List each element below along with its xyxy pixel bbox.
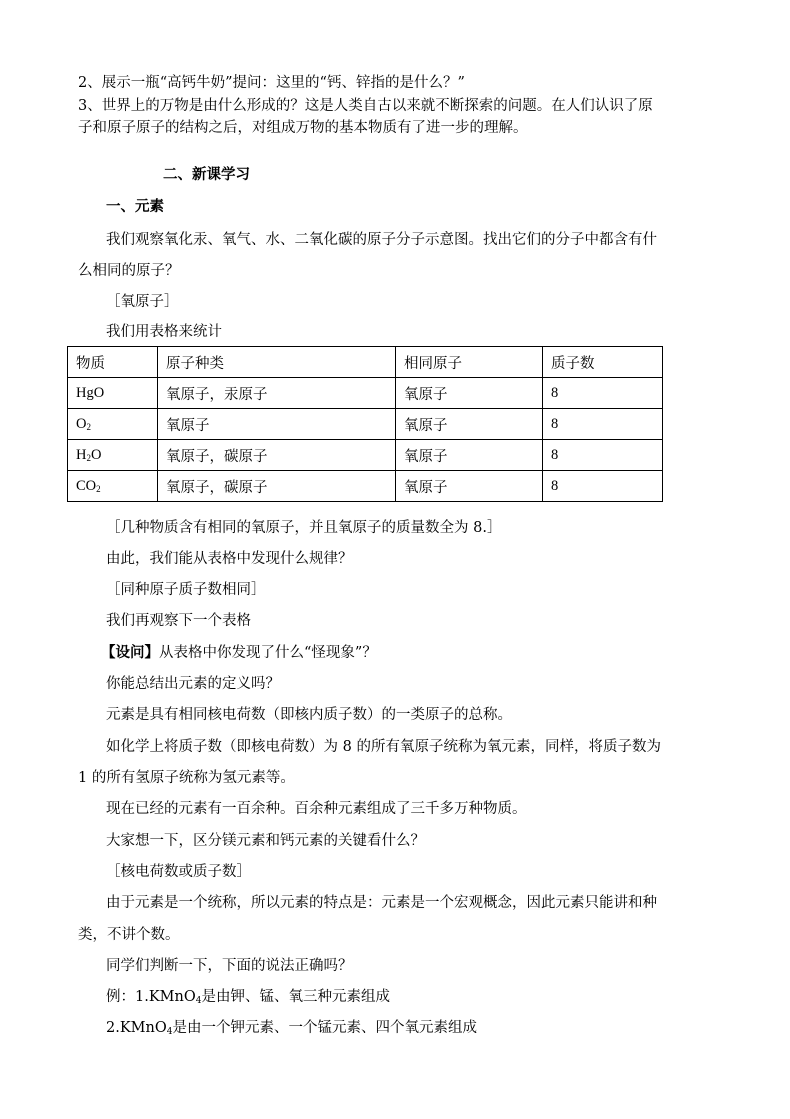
table-row bbox=[68, 409, 663, 440]
element-definition: 元素是具有相同核电荷数（即核内质子数）的一类原子的总称。 bbox=[106, 707, 512, 723]
question-definition: 你能总结出元素的定义吗？ bbox=[106, 676, 280, 692]
table-cell-protons: 8 bbox=[543, 471, 663, 502]
formula-main: H bbox=[76, 446, 87, 463]
formula-main: HgO bbox=[76, 384, 105, 401]
observe-text-a: 我们观察氧化汞、氧气、水、二氧化碳的原子分子示意图。找出它们的分子中都含有什 bbox=[106, 232, 657, 248]
table-cell-protons: 8 bbox=[543, 409, 663, 440]
section-heading: 二、新课学习 bbox=[163, 166, 250, 183]
element-count-text: 现在已经的元素有一百余种。百余种元素组成了三千多万种物质。 bbox=[106, 801, 527, 817]
note-oxygen-mass: ［几种物质含有相同的氧原子，并且氧原子的质量数全为 8.］ bbox=[106, 520, 502, 536]
answer-oxygen: ［氧原子］ bbox=[106, 294, 179, 310]
formula-subscript: 2 bbox=[86, 452, 91, 463]
table-cell-substance bbox=[68, 409, 158, 440]
example-text-a: 如化学上将质子数（即核电荷数）为 8 的所有氧原子统称为氧元素，同样，将质子数为 bbox=[106, 739, 661, 755]
table-header-atom-types: 原子种类 bbox=[158, 347, 396, 378]
question-key: 大家想一下，区分镁元素和钙元素的关键看什么？ bbox=[106, 833, 425, 849]
question-line bbox=[101, 643, 377, 663]
feature-text-a: 由于元素是一个统称，所以元素的特点是：元素是一个宏观概念，因此元素只能讲和种 bbox=[106, 895, 657, 911]
example-2-text: 是由一个钾元素、一个锰元素、四个氧元素组成 bbox=[172, 1020, 477, 1036]
table-cell-protons: 8 bbox=[543, 378, 663, 409]
formula-subscript: 2 bbox=[86, 421, 91, 432]
table-cell-atoms: 氧原子，碳原子 bbox=[158, 471, 396, 502]
table-cell-same: 氧原子 bbox=[396, 471, 543, 502]
formula-suffix: O bbox=[90, 446, 102, 463]
example-1 bbox=[106, 987, 390, 1007]
intro-line-3b: 子和原子原子的结构之后，对组成万物的基本物质有了进一步的理解。 bbox=[78, 120, 528, 136]
example-1-subscript: 4 bbox=[195, 996, 202, 1006]
table-cell-atoms: 氧原子，碳原子 bbox=[158, 440, 396, 471]
table-cell-same: 氧原子 bbox=[396, 409, 543, 440]
table-row bbox=[68, 471, 663, 502]
example-1-text: 是由钾、锰、氧三种元素组成 bbox=[201, 989, 390, 1005]
table-cell-same: 氧原子 bbox=[396, 378, 543, 409]
table-cell-same: 氧原子 bbox=[396, 440, 543, 471]
feature-text-b: 类，不讲个数。 bbox=[78, 927, 180, 943]
intro-line-3a: 3、世界上的万物是由什么形成的？这是人类自古以来就不断探索的问题。在人们认识了原 bbox=[78, 98, 653, 114]
intro-line-2: 2、展示一瓶“高钙牛奶”提问：这里的“钙、锌指的是什么？” bbox=[78, 75, 465, 91]
element-heading: 一、元素 bbox=[106, 198, 164, 215]
table-header-proton-count: 质子数 bbox=[543, 347, 663, 378]
table-header-substance: 物质 bbox=[68, 347, 158, 378]
example-text-b: 1 的所有氢原子统称为氢元素等。 bbox=[78, 770, 295, 786]
question-rule: 由此，我们能从表格中发现什么规律？ bbox=[106, 551, 353, 567]
judge-prompt: 同学们判断一下，下面的说法正确吗？ bbox=[106, 958, 353, 974]
answer-key: ［核电荷数或质子数］ bbox=[106, 864, 251, 880]
example-1-prefix: 例：1.KMnO bbox=[106, 989, 196, 1005]
table-row bbox=[68, 378, 663, 409]
table-cell-substance bbox=[68, 440, 158, 471]
table-header-row bbox=[68, 347, 663, 378]
formula-main: O bbox=[76, 415, 87, 432]
formula-main: CO bbox=[76, 477, 97, 494]
formula-subscript: 2 bbox=[96, 483, 101, 494]
table-header-same-atom: 相同原子 bbox=[396, 347, 543, 378]
table-cell-atoms: 氧原子，汞原子 bbox=[158, 378, 396, 409]
example-2-subscript: 4 bbox=[166, 1027, 173, 1037]
observe-text-b: 么相同的原子？ bbox=[78, 263, 180, 279]
table-cell-substance bbox=[68, 471, 158, 502]
table-intro: 我们用表格来统计 bbox=[106, 324, 222, 340]
table-row bbox=[68, 440, 663, 471]
table-cell-protons: 8 bbox=[543, 440, 663, 471]
proton-table bbox=[67, 346, 663, 502]
table-cell-atoms: 氧原子 bbox=[158, 409, 396, 440]
question-label: 【设问】 bbox=[101, 644, 159, 661]
example-2 bbox=[106, 1018, 477, 1038]
answer-rule: ［同种原子质子数相同］ bbox=[106, 582, 266, 598]
example-2-prefix: 2.KMnO bbox=[106, 1020, 167, 1036]
table-cell-substance bbox=[68, 378, 158, 409]
question-text: 从表格中你发现了什么“怪现象”？ bbox=[159, 645, 377, 661]
next-table-text: 我们再观察下一个表格 bbox=[106, 613, 251, 629]
